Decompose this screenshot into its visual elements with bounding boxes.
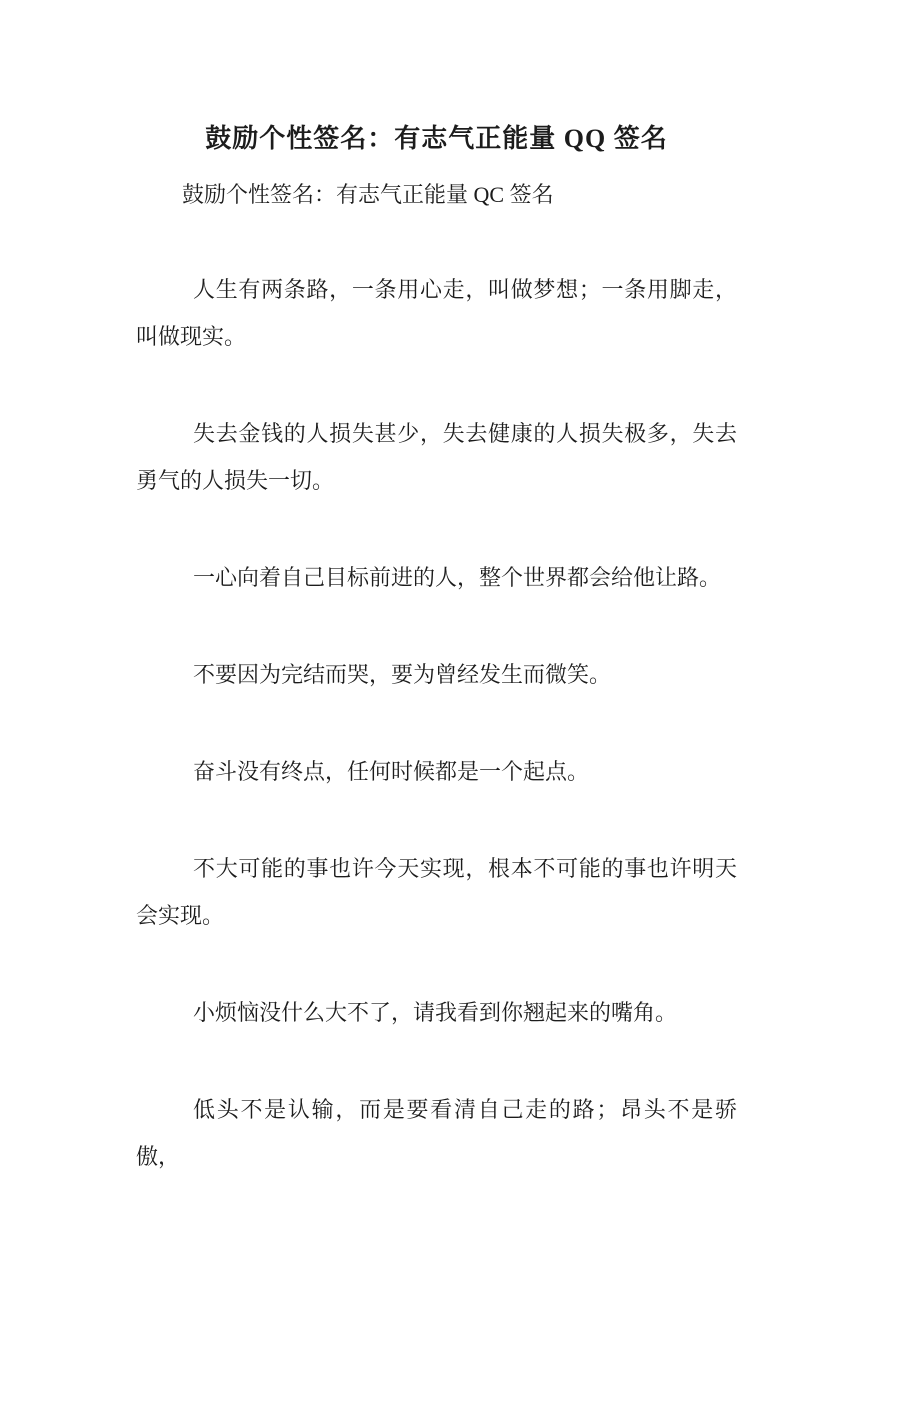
paragraph-3: 一心向着自己目标前进的人，整个世界都会给他让路。: [193, 565, 722, 590]
document-subtitle: 鼓励个性签名：有志气正能量 QC 签名: [182, 182, 554, 207]
paragraph-7: 小烦恼没什么大不了，请我看到你翘起来的嘴角。: [193, 1000, 678, 1025]
paragraph-8: 低头不是认输，而是要看清自己走的路；昂头不是骄傲，: [136, 1097, 737, 1169]
document-title: 鼓励个性签名：有志气正能量 QQ 签名: [205, 124, 668, 153]
paragraph-6: 不大可能的事也许今天实现，根本不可能的事也许明天会实现。: [136, 856, 737, 928]
paragraph-5: 奋斗没有终点，任何时候都是一个起点。: [193, 759, 590, 784]
paragraph-1: 人生有两条路，一条用心走，叫做梦想；一条用脚走，叫做现实。: [136, 277, 737, 349]
paragraph-4: 不要因为完结而哭，要为曾经发生而微笑。: [193, 662, 612, 687]
paragraph-2: 失去金钱的人损失甚少，失去健康的人损失极多，失去勇气的人损失一切。: [136, 421, 737, 493]
document-page: [0, 119, 920, 1422]
